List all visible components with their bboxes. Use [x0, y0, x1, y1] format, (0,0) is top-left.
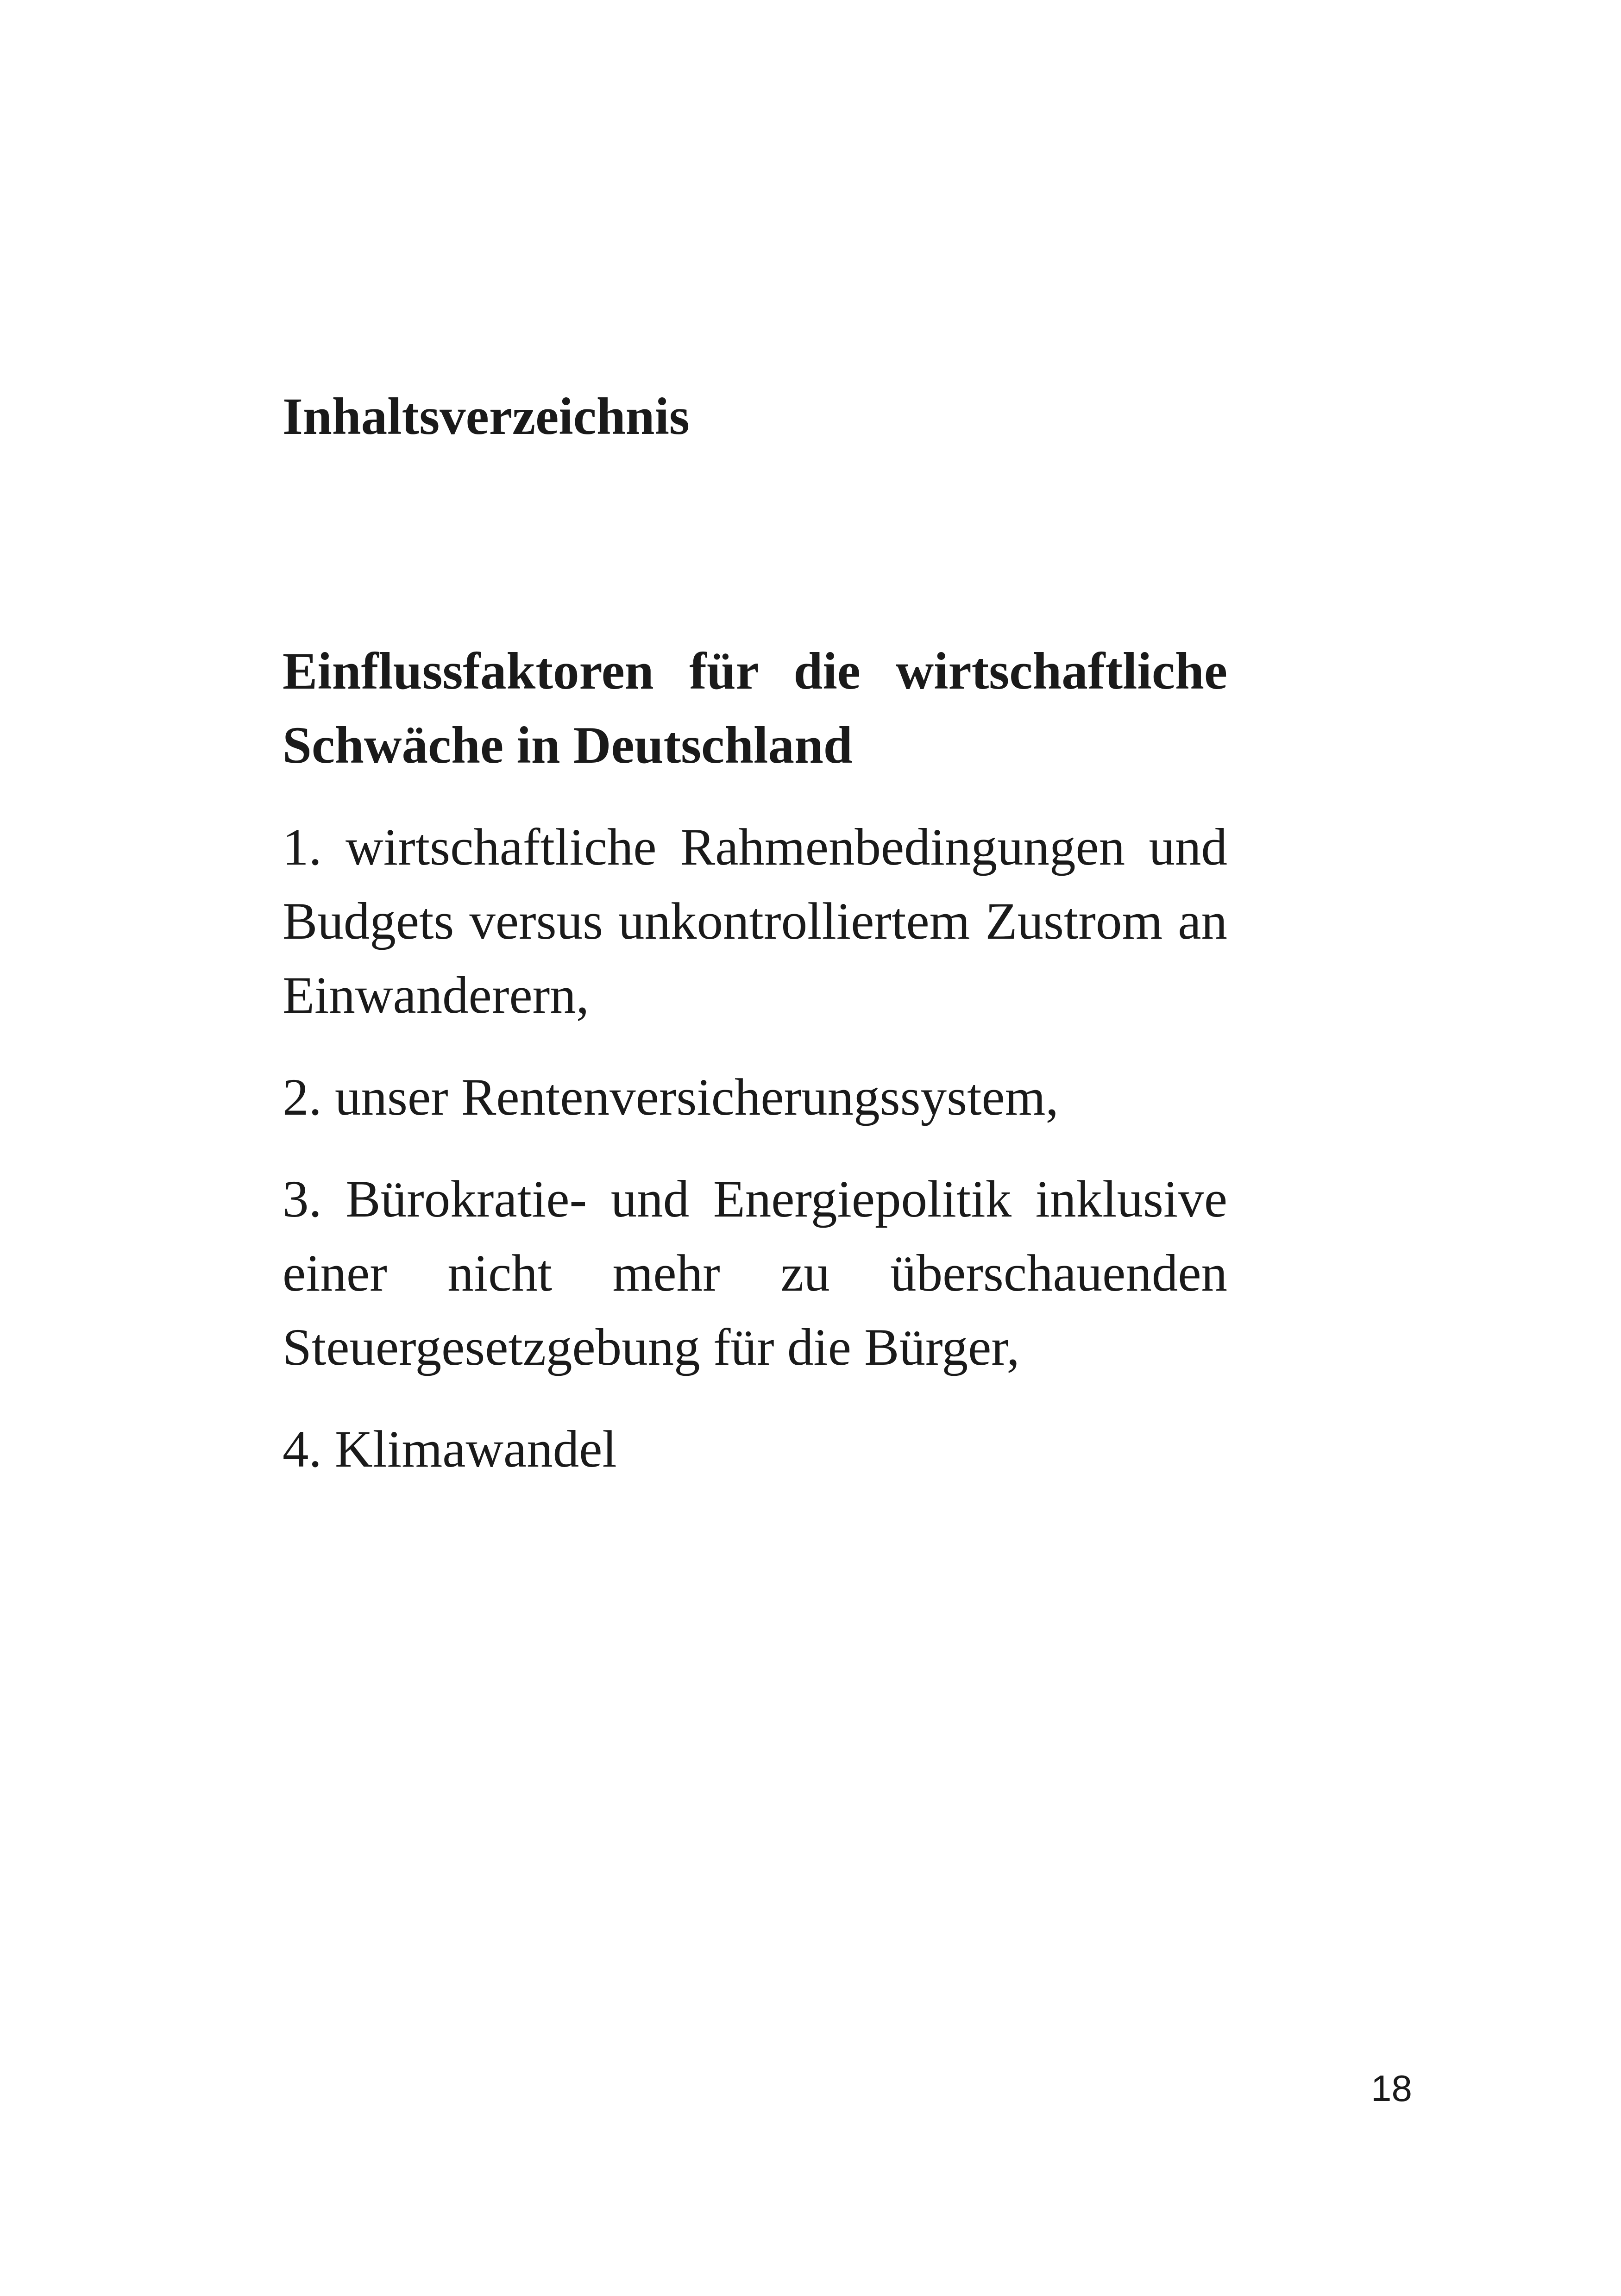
table-of-contents [283, 380, 1227, 1487]
toc-item-4: 4. Klimawandel [283, 1420, 617, 1478]
toc-item-2: 2. unser Rentenversicherungssystem, [283, 1068, 1059, 1126]
toc-title: Inhaltsverzeichnis [283, 388, 690, 445]
toc-item-3: 3. Bürokratie- und Energiepolitik inklusive einer nicht mehr zu überschauenden Steuergesetzgebung für die Bürger, [283, 1170, 1227, 1376]
page-number: 18 [1371, 2068, 1412, 2109]
toc-list [283, 810, 1227, 1487]
section-heading: Einflussfaktoren für die wirtschaftliche Schwäche in Deutschland [283, 642, 1227, 774]
toc-item-1: 1. wirtschaftliche Rahmenbedingungen und Budgets versus unkontrolliertem Zustrom an Einwanderern, [283, 818, 1227, 1024]
